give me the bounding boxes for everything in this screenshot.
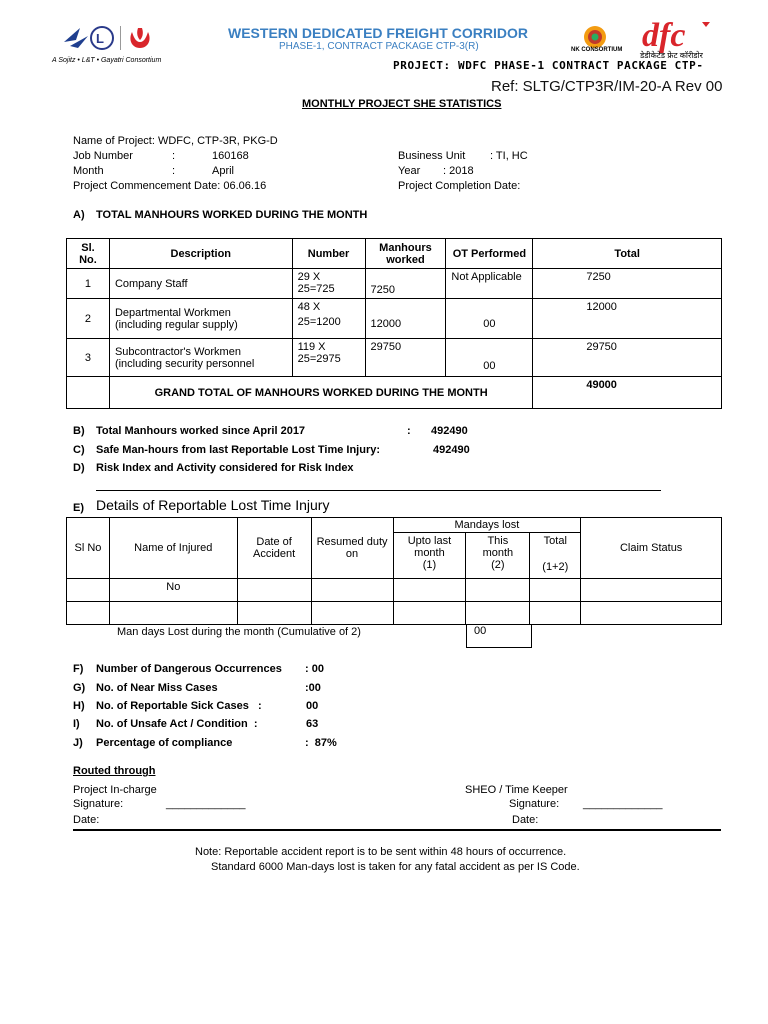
row-num-line1: 48 X	[297, 301, 321, 313]
commencement-date: Project Commencement Date: 06.06.16	[73, 180, 267, 192]
section-b-sep: :	[407, 425, 411, 437]
cell-resumed	[311, 602, 393, 625]
section-c-value: 492490	[433, 444, 470, 456]
row-ot: 00	[446, 339, 533, 377]
lost-time-injury-table	[66, 517, 722, 625]
row-desc-line2: (including regular supply)	[114, 318, 238, 331]
section-a-letter: A)	[73, 209, 85, 221]
row-total-value: 29750	[586, 341, 617, 353]
col-total-mandays	[530, 533, 581, 579]
year-value: : 2018	[443, 165, 474, 177]
stat-j-label: Percentage of compliance	[96, 737, 233, 749]
stat-g-label: No. of Near Miss Cases	[96, 682, 218, 694]
manhours-table	[66, 238, 722, 409]
header-subtitle: PHASE-1, CONTRACT PACKAGE CTP-3(R)	[279, 41, 479, 52]
cell-resumed	[311, 579, 393, 602]
section-a-title: TOTAL MANHOURS WORKED DURING THE MONTH	[96, 209, 368, 221]
section-b-label: Total Manhours worked since April 2017	[96, 425, 306, 437]
stat-j-value: : 87%	[305, 737, 337, 749]
right-signature-line: _____________	[583, 798, 663, 810]
row-manhours: 29750	[365, 339, 446, 377]
col-mandays-lost: Mandays lost	[393, 518, 581, 533]
reference-number: Ref: SLTG/CTP3R/IM-20-A Rev 00	[491, 78, 723, 95]
stat-f-label: Number of Dangerous Occurrences	[96, 663, 282, 675]
col-number: Number	[292, 239, 365, 269]
col-description: Description	[109, 239, 292, 269]
row-sl: 3	[67, 339, 110, 377]
col-ot: OT Performed	[446, 239, 533, 269]
row-sl: 2	[67, 299, 110, 339]
injury-header-row-1	[67, 518, 722, 533]
job-number-value: 160168	[212, 150, 249, 162]
row-total-value: 7250	[586, 271, 611, 283]
year-label: Year	[398, 165, 421, 177]
row-description	[109, 339, 292, 377]
cell-sl	[67, 602, 110, 625]
col-sl-no: Sl No	[67, 518, 110, 579]
stat-j-letter: J)	[73, 737, 83, 749]
stat-h-value: 00	[306, 700, 319, 712]
col-upto-number: (1)	[422, 559, 437, 571]
section-b-value: 492490	[431, 425, 468, 437]
left-signature-label: Signature:	[73, 798, 124, 810]
col-resumed-duty: Resumed duty on	[311, 518, 393, 579]
nk-caption: NK CONSORTIUM	[571, 47, 623, 53]
col-total-label: Total	[543, 535, 567, 547]
month-label: Month	[73, 165, 104, 177]
project-line: PROJECT: WDFC PHASE-1 CONTRACT PACKAGE CTP-	[393, 59, 704, 72]
cell-this	[466, 579, 530, 602]
row-total	[533, 299, 722, 339]
row-number	[292, 299, 365, 339]
manhours-header-row	[67, 239, 722, 269]
routed-through-title: Routed through	[73, 765, 156, 777]
left-date-label: Date:	[73, 814, 100, 826]
table-row	[67, 602, 722, 625]
project-name: Name of Project: WDFC, CTP-3R, PKG-D	[73, 135, 278, 147]
risk-index-underline	[96, 490, 661, 491]
row-total-value: 12000	[586, 301, 617, 313]
stat-h-letter: H)	[73, 700, 85, 712]
cumulative-value: 00	[474, 625, 487, 637]
section-d-letter: D)	[73, 462, 85, 474]
month-sep: :	[172, 165, 176, 177]
section-d-label: Risk Index and Activity considered for Risk Index	[96, 462, 354, 474]
section-e-letter: E)	[73, 502, 84, 514]
cumulative-box	[466, 625, 532, 648]
stat-g-value: :00	[305, 682, 321, 694]
left-signature-line: _____________	[166, 798, 246, 810]
cell-claim	[581, 602, 722, 625]
stat-f-value: : 00	[305, 663, 324, 675]
row-number	[292, 339, 365, 377]
cell-upto	[393, 579, 466, 602]
row-num-line2: 25=2975	[297, 353, 341, 365]
footer-divider	[73, 829, 721, 831]
stat-f-letter: F)	[73, 663, 84, 675]
col-date-accident: Date of Accident	[237, 518, 311, 579]
cell-total	[530, 602, 581, 625]
row-desc-line2: (including security personnel	[114, 357, 255, 370]
cell-date	[237, 602, 311, 625]
svg-text:dfc: dfc	[642, 18, 686, 54]
month-value: April	[212, 165, 235, 177]
document-title: MONTHLY PROJECT SHE STATISTICS	[302, 98, 502, 110]
col-manhours: Manhours worked	[365, 239, 446, 269]
row-total	[533, 269, 722, 299]
row-num-line2: 25=1200	[297, 316, 341, 328]
row-desc-line1: Company Staff	[114, 277, 188, 290]
table-row	[67, 579, 722, 602]
section-c-label: Safe Man-hours from last Reportable Lost Time Injury:	[96, 444, 381, 456]
row-total	[533, 339, 722, 377]
row-ot: 00	[446, 299, 533, 339]
cell-sl	[67, 579, 110, 602]
col-upto-label: Upto last month	[407, 535, 452, 559]
col-this-label: This month	[482, 535, 514, 559]
cell-total	[530, 579, 581, 602]
row-manhours: 12000	[365, 299, 446, 339]
stat-i-label: No. of Unsafe Act / Condition :	[96, 718, 258, 730]
row-ot: Not Applicable	[446, 269, 533, 299]
right-date-label: Date:	[512, 814, 539, 826]
right-signature-label: Signature:	[509, 798, 560, 810]
col-upto-last-month	[393, 533, 466, 579]
row-description	[109, 269, 292, 299]
header-title: WESTERN DEDICATED FREIGHT CORRIDOR	[228, 25, 528, 41]
stat-i-letter: I)	[73, 718, 80, 730]
dfc-hindi-caption: डेडीकेटेड फ्रेट कॉरीडोर	[640, 51, 703, 60]
col-sl: Sl. No.	[67, 239, 110, 269]
note-line-1: Note: Reportable accident report is to be sent within 48 hours of occurrence.	[195, 846, 567, 858]
col-this-number: (2)	[491, 559, 505, 571]
note-line-2: Standard 6000 Man-days lost is taken for any fatal accident as per IS Code.	[211, 861, 580, 873]
left-role: Project In-charge	[73, 784, 157, 796]
stat-g-letter: G)	[73, 682, 86, 694]
completion-date: Project Completion Date:	[398, 180, 521, 192]
row-desc-line1: Departmental Workmen	[114, 306, 231, 319]
section-b-letter: B)	[73, 425, 85, 437]
dfc-logo	[640, 18, 730, 54]
job-number-label: Job Number	[73, 150, 133, 162]
row-desc-line1: Subcontractor's Workmen	[114, 345, 241, 358]
cell-upto	[393, 602, 466, 625]
col-total-number: (1+2)	[542, 561, 569, 573]
row-num-line1: 29 X	[297, 271, 321, 283]
grand-total-cell	[533, 377, 722, 409]
row-description	[109, 299, 292, 339]
section-c-letter: C)	[73, 444, 85, 456]
row-number	[292, 269, 365, 299]
stat-h-label: No. of Reportable Sick Cases :	[96, 700, 262, 712]
row-num-line2: 25=725	[297, 283, 335, 295]
grand-total-label: GRAND TOTAL OF MANHOURS WORKED DURING THE MONTH	[109, 377, 532, 409]
grand-total-blank	[67, 377, 110, 409]
section-e-title: Details of Reportable Lost Time Injury	[96, 497, 330, 513]
dfc-logo-icon	[640, 18, 730, 54]
right-role: SHEO / Time Keeper	[465, 784, 568, 796]
col-this-month	[466, 533, 530, 579]
table-row	[67, 269, 722, 299]
consortium-logo-icon	[56, 22, 196, 56]
stat-i-value: 63	[306, 718, 319, 730]
cell-name	[109, 602, 237, 625]
row-num-line1: 119 X	[297, 341, 326, 353]
job-number-sep: :	[172, 150, 176, 162]
cell-date	[237, 579, 311, 602]
cell-claim	[581, 579, 722, 602]
table-row	[67, 299, 722, 339]
svg-text:L: L	[96, 31, 104, 46]
cell-this	[466, 602, 530, 625]
cumulative-label: Man days Lost during the month (Cumulative of 2)	[117, 626, 361, 638]
grand-total-row	[67, 377, 722, 409]
business-unit-label: Business Unit	[398, 150, 466, 162]
col-claim-status: Claim Status	[581, 518, 722, 579]
row-sl: 1	[67, 269, 110, 299]
cell-name: No	[109, 579, 237, 602]
col-total: Total	[533, 239, 722, 269]
grand-total-value: 49000	[586, 379, 617, 391]
row-manhours: 7250	[365, 269, 446, 299]
consortium-caption: A Sojitz • L&T • Gayatri Consortium	[52, 57, 162, 64]
consortium-logo	[56, 22, 196, 56]
business-unit-value: : TI, HC	[490, 150, 528, 162]
table-row	[67, 339, 722, 377]
col-name-injured: Name of Injured	[109, 518, 237, 579]
